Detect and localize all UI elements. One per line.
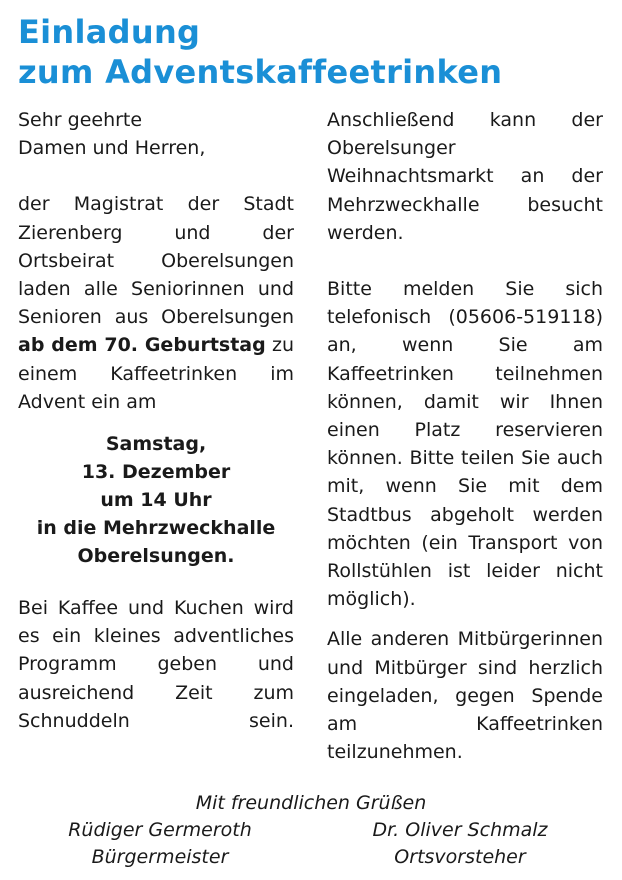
right-column	[327, 106, 603, 766]
signer-mayor	[30, 817, 290, 871]
invitation-text-b: zu einem Kaffeetrinken im Advent ein am	[18, 334, 294, 413]
event-venue: in die Mehrzweckhalle	[36, 517, 276, 540]
others-paragraph: Alle anderen Mitbürgerinnen und Mitbürger sind herzlich eingeladen, gegen Spende am Kaffeetrinken teilzunehmen.	[327, 628, 603, 764]
event-day: Samstag,	[105, 433, 207, 456]
title-line-2: zum Adventskaffeetrinken	[18, 53, 503, 91]
invitation-age-bold: ab dem 70. Geburtstag	[18, 334, 266, 357]
event-time: um 14 Uhr	[100, 489, 212, 512]
salutation-line-2: Damen und Herren,	[18, 137, 206, 160]
signer-local-chair-name: Dr. Oliver Schmalz	[372, 819, 548, 841]
market-paragraph: Anschließend kann der Oberelsunger Weihnachtsmarkt an der Mehrzweckhalle besucht werden.	[327, 109, 603, 244]
signer-local-chair	[330, 817, 590, 871]
closing-greeting: Mit freundlichen Grüßen	[195, 792, 427, 814]
program-paragraph: Bei Kaffee und Kuchen wird es ein kleines adventliches Programm geben und ausreichend Zeit zum Schnuddeln sein.	[18, 597, 294, 732]
signer-mayor-role: Bürgermeister	[91, 846, 229, 868]
event-details	[18, 430, 294, 570]
salutation-line-1: Sehr geehrte	[18, 109, 143, 131]
event-date: 13. Dezember	[81, 461, 231, 484]
left-column	[18, 106, 294, 735]
registration-paragraph: Bitte melden Sie sich telefonisch (05606-519118) an, wenn Sie am Kaffeetrinken teilnehmen können, damit wir Ihnen einen Platz reservieren können. Bitte teilen Sie auch mit, wenn Sie mit dem Stadtbus abgeholt werden möchten (ein Transport von Rollstühlen ist leider nicht möglich).	[327, 278, 603, 611]
signer-local-chair-role: Ortsvorsteher	[394, 846, 526, 868]
invitation-paragraph	[18, 190, 294, 416]
invitation-text-a: der Magistrat der Stadt Zierenberg und der Ortsbeirat Oberelsungen laden alle Seniorinnen und Senioren aus Oberelsungen	[18, 193, 294, 329]
signer-mayor-name: Rüdiger Germeroth	[68, 819, 252, 841]
page-title	[18, 12, 608, 92]
title-line-1: Einladung	[18, 13, 201, 51]
event-location: Oberelsungen.	[77, 545, 235, 568]
